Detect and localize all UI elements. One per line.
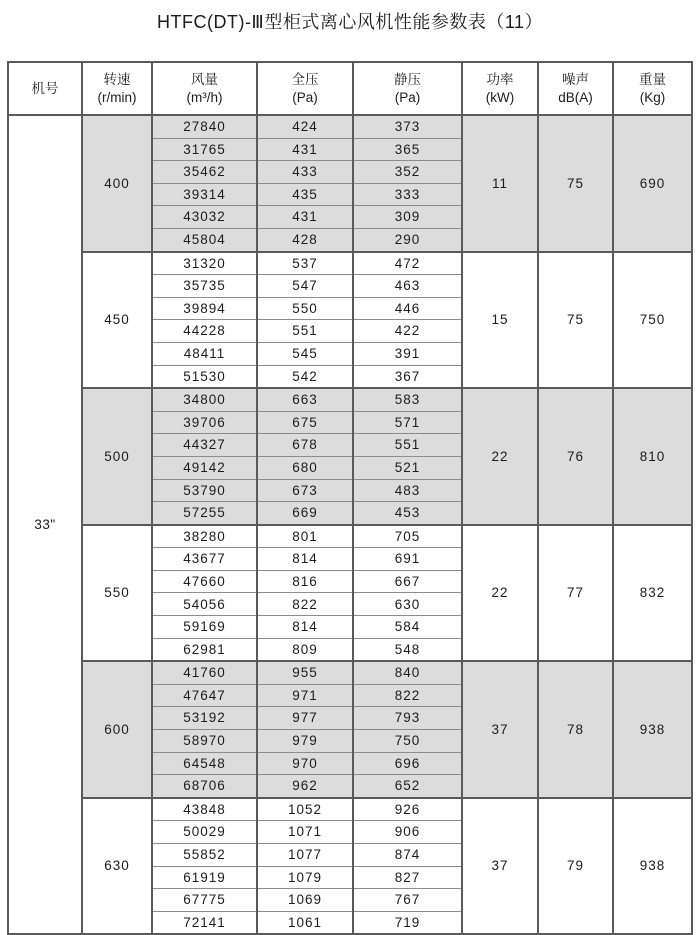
air-volume-cell: 44327 [152, 434, 257, 457]
col-header-label: 噪声 [562, 71, 589, 87]
static-pressure-cell: 750 [353, 730, 462, 753]
col-header-label: 功率 [486, 71, 514, 87]
weight-cell: 938 [613, 798, 692, 935]
air-volume-cell: 44228 [152, 320, 257, 343]
total-pressure-cell: 1079 [257, 866, 353, 889]
air-volume-cell: 39314 [152, 183, 257, 206]
static-pressure-cell: 705 [353, 525, 462, 548]
air-volume-cell: 67775 [152, 889, 257, 912]
static-pressure-cell: 453 [353, 502, 462, 525]
air-volume-cell: 39706 [152, 411, 257, 434]
col-header-label: 转速 [103, 71, 131, 87]
static-pressure-cell: 391 [353, 342, 462, 365]
static-pressure-cell: 446 [353, 297, 462, 320]
total-pressure-cell: 971 [257, 684, 353, 707]
table-row [8, 115, 692, 138]
air-volume-cell: 31765 [152, 138, 257, 161]
power-cell: 11 [462, 115, 538, 252]
static-pressure-cell: 767 [353, 889, 462, 912]
total-pressure-cell: 663 [257, 388, 353, 411]
air-volume-cell: 41760 [152, 661, 257, 684]
total-pressure-cell: 1077 [257, 844, 353, 867]
static-pressure-cell: 696 [353, 752, 462, 775]
static-pressure-cell: 551 [353, 434, 462, 457]
table-row [8, 252, 692, 275]
total-pressure-cell: 977 [257, 707, 353, 730]
static-pressure-cell: 373 [353, 115, 462, 138]
air-volume-cell: 53790 [152, 479, 257, 502]
air-volume-cell: 35735 [152, 275, 257, 298]
total-pressure-cell: 1071 [257, 821, 353, 844]
air-volume-cell: 64548 [152, 752, 257, 775]
air-volume-cell: 51530 [152, 365, 257, 388]
weight-cell: 810 [613, 388, 692, 525]
col-header-total-pressure [257, 62, 353, 115]
static-pressure-cell: 483 [353, 479, 462, 502]
rpm-cell: 500 [82, 388, 152, 525]
air-volume-cell: 68706 [152, 775, 257, 798]
total-pressure-cell: 816 [257, 570, 353, 593]
air-volume-cell: 39894 [152, 297, 257, 320]
col-header-unit: (m³/h) [186, 89, 223, 105]
col-header-label: 重量 [639, 71, 666, 87]
noise-cell: 75 [538, 115, 613, 252]
col-header-noise [538, 62, 613, 115]
power-cell: 22 [462, 388, 538, 525]
noise-cell: 76 [538, 388, 613, 525]
total-pressure-cell: 550 [257, 297, 353, 320]
air-volume-cell: 58970 [152, 730, 257, 753]
col-header-unit: (Pa) [394, 89, 421, 105]
static-pressure-cell: 352 [353, 161, 462, 184]
power-cell: 15 [462, 252, 538, 389]
table-row [8, 388, 692, 411]
total-pressure-cell: 435 [257, 183, 353, 206]
air-volume-cell: 53192 [152, 707, 257, 730]
noise-cell: 75 [538, 252, 613, 389]
air-volume-cell: 47660 [152, 570, 257, 593]
static-pressure-cell: 840 [353, 661, 462, 684]
col-header-label: 全压 [291, 71, 319, 87]
air-volume-cell: 47647 [152, 684, 257, 707]
total-pressure-cell: 955 [257, 661, 353, 684]
air-volume-cell: 34800 [152, 388, 257, 411]
static-pressure-cell: 584 [353, 616, 462, 639]
air-volume-cell: 72141 [152, 911, 257, 934]
total-pressure-cell: 1052 [257, 798, 353, 821]
power-cell: 37 [462, 661, 538, 798]
static-pressure-cell: 365 [353, 138, 462, 161]
static-pressure-cell: 691 [353, 548, 462, 571]
air-volume-cell: 43032 [152, 206, 257, 229]
total-pressure-cell: 424 [257, 115, 353, 138]
static-pressure-cell: 874 [353, 844, 462, 867]
total-pressure-cell: 1061 [257, 911, 353, 934]
col-header-power [462, 62, 538, 115]
air-volume-cell: 38280 [152, 525, 257, 548]
table-row [8, 661, 692, 684]
air-volume-cell: 48411 [152, 342, 257, 365]
noise-cell: 77 [538, 525, 613, 662]
air-volume-cell: 57255 [152, 502, 257, 525]
col-header-label: 静压 [394, 71, 421, 87]
col-header-label: 机号 [31, 80, 59, 96]
weight-cell: 690 [613, 115, 692, 252]
static-pressure-cell: 630 [353, 593, 462, 616]
col-header-air-volume [152, 62, 257, 115]
total-pressure-cell: 809 [257, 638, 353, 661]
air-volume-cell: 59169 [152, 616, 257, 639]
static-pressure-cell: 422 [353, 320, 462, 343]
machine-no-cell: 33" [8, 115, 82, 934]
total-pressure-cell: 675 [257, 411, 353, 434]
static-pressure-cell: 926 [353, 798, 462, 821]
weight-cell: 832 [613, 525, 692, 662]
noise-cell: 79 [538, 798, 613, 935]
total-pressure-cell: 814 [257, 616, 353, 639]
table-row [8, 525, 692, 548]
col-header-speed [82, 62, 152, 115]
total-pressure-cell: 542 [257, 365, 353, 388]
static-pressure-cell: 367 [353, 365, 462, 388]
static-pressure-cell: 906 [353, 821, 462, 844]
air-volume-cell: 43848 [152, 798, 257, 821]
rpm-cell: 550 [82, 525, 152, 662]
air-volume-cell: 54056 [152, 593, 257, 616]
static-pressure-cell: 571 [353, 411, 462, 434]
static-pressure-cell: 719 [353, 911, 462, 934]
static-pressure-cell: 827 [353, 866, 462, 889]
static-pressure-cell: 309 [353, 206, 462, 229]
total-pressure-cell: 673 [257, 479, 353, 502]
air-volume-cell: 49142 [152, 456, 257, 479]
rpm-cell: 400 [82, 115, 152, 252]
static-pressure-cell: 822 [353, 684, 462, 707]
rpm-cell: 600 [82, 661, 152, 798]
table-row [8, 798, 692, 821]
rpm-cell: 450 [82, 252, 152, 389]
total-pressure-cell: 801 [257, 525, 353, 548]
col-header-label: 风量 [191, 71, 218, 87]
total-pressure-cell: 545 [257, 342, 353, 365]
air-volume-cell: 43677 [152, 548, 257, 571]
power-cell: 22 [462, 525, 538, 662]
total-pressure-cell: 962 [257, 775, 353, 798]
static-pressure-cell: 667 [353, 570, 462, 593]
table-header [8, 62, 692, 115]
static-pressure-cell: 472 [353, 252, 462, 275]
col-header-static-pressure [353, 62, 462, 115]
header-row [8, 62, 692, 115]
total-pressure-cell: 814 [257, 548, 353, 571]
air-volume-cell: 45804 [152, 228, 257, 251]
air-volume-cell: 50029 [152, 821, 257, 844]
col-header-unit: (Pa) [292, 89, 318, 105]
air-volume-cell: 61919 [152, 866, 257, 889]
col-header-unit: (Kg) [639, 89, 666, 105]
static-pressure-cell: 333 [353, 183, 462, 206]
fan-performance-table [7, 61, 693, 935]
air-volume-cell: 62981 [152, 638, 257, 661]
total-pressure-cell: 537 [257, 252, 353, 275]
total-pressure-cell: 551 [257, 320, 353, 343]
page-title: HTFC(DT)-Ⅲ型柜式离心风机性能参数表（11） [156, 12, 544, 32]
static-pressure-cell: 652 [353, 775, 462, 798]
weight-cell: 750 [613, 252, 692, 389]
total-pressure-cell: 431 [257, 138, 353, 161]
total-pressure-cell: 547 [257, 275, 353, 298]
col-header-unit: (r/min) [97, 89, 137, 105]
air-volume-cell: 55852 [152, 844, 257, 867]
total-pressure-cell: 433 [257, 161, 353, 184]
total-pressure-cell: 428 [257, 228, 353, 251]
total-pressure-cell: 979 [257, 730, 353, 753]
total-pressure-cell: 822 [257, 593, 353, 616]
total-pressure-cell: 669 [257, 502, 353, 525]
air-volume-cell: 31320 [152, 252, 257, 275]
total-pressure-cell: 1069 [257, 889, 353, 912]
rpm-cell: 630 [82, 798, 152, 935]
table-body [8, 115, 692, 934]
air-volume-cell: 35462 [152, 161, 257, 184]
col-header-unit: (kW) [485, 89, 515, 105]
col-header-machine-no [8, 62, 82, 115]
total-pressure-cell: 431 [257, 206, 353, 229]
static-pressure-cell: 290 [353, 228, 462, 251]
total-pressure-cell: 680 [257, 456, 353, 479]
col-header-weight [613, 62, 692, 115]
noise-cell: 78 [538, 661, 613, 798]
static-pressure-cell: 463 [353, 275, 462, 298]
weight-cell: 938 [613, 661, 692, 798]
total-pressure-cell: 970 [257, 752, 353, 775]
air-volume-cell: 27840 [152, 115, 257, 138]
power-cell: 37 [462, 798, 538, 935]
static-pressure-cell: 793 [353, 707, 462, 730]
static-pressure-cell: 521 [353, 456, 462, 479]
static-pressure-cell: 583 [353, 388, 462, 411]
col-header-unit: dB(A) [558, 89, 593, 105]
static-pressure-cell: 548 [353, 638, 462, 661]
total-pressure-cell: 678 [257, 434, 353, 457]
